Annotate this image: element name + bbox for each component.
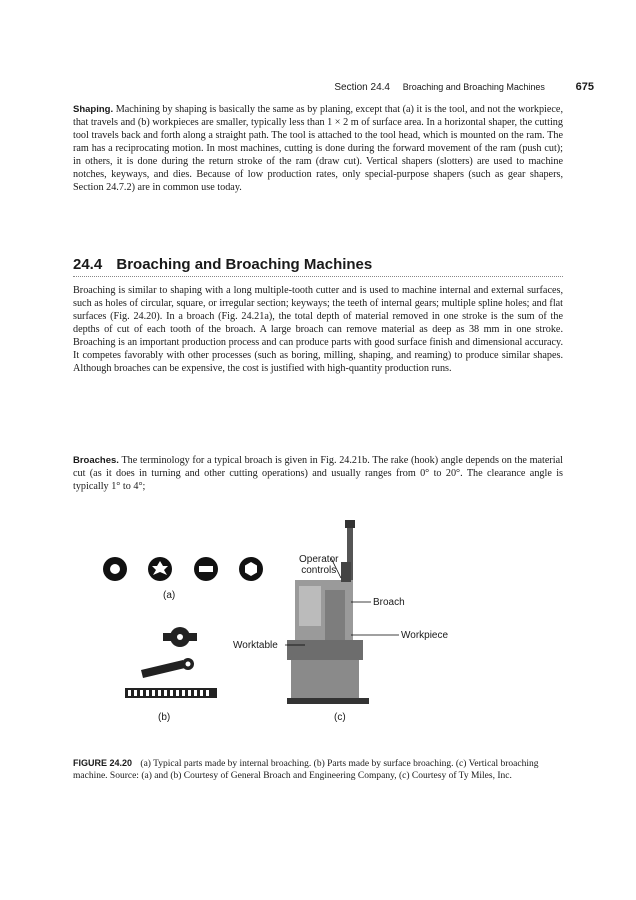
figure-24-20 — [73, 520, 563, 730]
parts-surface-broaching — [125, 627, 217, 698]
callout-operator-controls: Operator controls — [299, 554, 339, 576]
section-title: Broaching and Broaching Machines — [116, 256, 373, 273]
caption-number: FIGURE 24.20 — [73, 758, 133, 768]
shaping-runin: Shaping. — [73, 104, 114, 115]
callout-worktable: Worktable — [233, 640, 278, 651]
section-heading — [73, 256, 563, 277]
callout-workpiece: Workpiece — [401, 630, 449, 641]
header-section: Section 24.4 — [334, 82, 390, 93]
section-number: 24.4 — [73, 256, 103, 273]
broaches-text: The terminology for a typical broach is given in Fig. 24.21b. The rake (hook) angle depends on the material cut (as it does in turning and other cutting operations) and usually ranges from 0° to 20°. The clearance angle is typically 1° to 4°; — [73, 455, 563, 492]
page-number: 675 — [575, 81, 594, 93]
running-header — [300, 81, 594, 93]
caption-text: (a) Typical parts made by internal broaching. (b) Parts made by surface broaching. (c) Vertical broaching machine. Source: (a) and (b) Courtesy of General Broach and Engineering Company, (c) Courtesy of Ty Miles, Inc. — [73, 759, 539, 781]
parts-internal-broaching — [103, 557, 263, 581]
broaching-intro-paragraph — [73, 284, 563, 375]
label-a: (a) — [163, 590, 176, 601]
callout-broach: Broach — [373, 597, 405, 608]
broaches-runin: Broaches. — [73, 455, 119, 466]
vertical-broaching-machine — [285, 520, 399, 704]
shaping-text: Machining by shaping is basically the same as by planing, except that (a) it is the tool, and not the workpiece, that travels and (b) workpieces are smaller, typically less than 1 × 2 m of surface area. In a horizontal shaper, the cutting tool travels back and forth along a straight path. The tool is attached to the tool head, which is mounted on the ram. The ram has a reciprocating motion. In most machines, cutting is done during the forward movement of the ram (push cut); in others, it is done during the return stroke of the ram (draw cut). Vertical shapers (slotters) are used to machine notches, keyways, and dies. Because of low production rates, only special-purpose shapers (such as gear shapers, Section 24.7.2) are in common use today. — [73, 104, 563, 193]
shaping-paragraph — [73, 103, 563, 194]
figure-illustration — [73, 520, 563, 730]
label-b: (b) — [158, 712, 171, 723]
broaches-paragraph — [73, 454, 563, 493]
label-c: (c) — [334, 712, 346, 723]
broaching-intro-text: Broaching is similar to shaping with a long multiple-tooth cutter and is used to machine internal and external surfaces, such as holes of circular, square, or irregular section; keyways; the teeth of internal gears; multiple spline holes; and flat surfaces (Fig. 24.20). In a broach (Fig. 24.21a), the total depth of material removed in one stroke is the sum of the depths of cut of each tooth of the broach. A large broach can remove material as deep as 38 mm in one stroke. Broaching is an important production process and can produce parts with good surface finish and dimensional accuracy. It competes favorably with other processes (such as boring, milling, shaping, and reaming) to produce similar shapes. Although broaches can be expensive, the cost is justified with high-quantity production runs. — [73, 285, 563, 374]
header-title: Broaching and Broaching Machines — [402, 82, 545, 92]
figure-caption — [73, 757, 563, 782]
